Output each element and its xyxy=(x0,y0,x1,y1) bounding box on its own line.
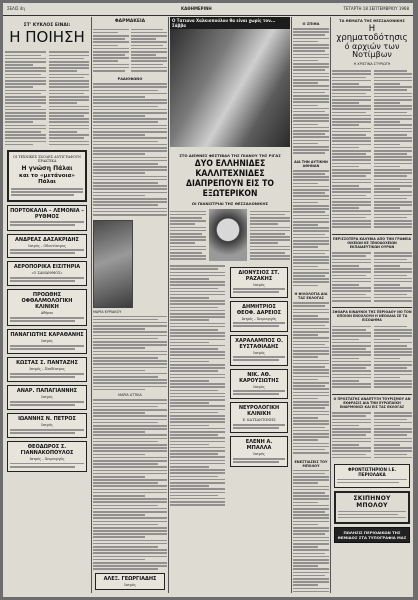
ad-line: ΟΙ ΤΕΧΝΙΚΕΣ ΣΧΟΛΕΣ ΑΝΤΙΓΡΑΦΟΥΝ ΠΡΑΚΤΙΚΑ xyxy=(13,154,81,163)
radio-heading: ΡΑΔΙΟΦΩΝΟ xyxy=(117,77,143,82)
column-2 xyxy=(93,17,167,593)
headline-line-1: ΔΥΟ ΕΛΛΗΝΙΔΕΣ ΚΑΛΛΙΤΕΧΝΙΔΕΣ xyxy=(194,159,266,179)
ad-box-bold xyxy=(334,491,410,524)
article-byline: Η ΧΡΙΣΤΙΝΑ ΣΤΥΡΙΩΤΗ xyxy=(353,61,391,66)
ad-box xyxy=(230,301,288,332)
column-3 xyxy=(170,17,290,593)
ad-detail: Ιατρός – Οδοντίατρος xyxy=(28,243,66,248)
photo-woman-standing xyxy=(93,220,133,308)
photo-headline: Ο Τατιανα Χαλκιοπούλου θα είναι χωρίς τον... Σάββα xyxy=(170,17,290,29)
section-kicker: ΣΤ' ΚΥΚΛΟΣ ΕΙΝΑΙ: xyxy=(23,23,71,28)
ad-name: ΣΚΙΠΗΝΟΥ ΜΠΟΛΟΥ xyxy=(353,494,391,509)
newspaper-page xyxy=(3,3,413,597)
ad-box xyxy=(7,357,87,382)
column-caption: ΜΑΡΙΑ ΑΤΤΙΚΑ xyxy=(118,393,142,398)
ad-headline: Η γνώση Πάλαι xyxy=(21,164,73,172)
ad-name: ΦΡΟΝΤΙΣΤΗΡΙΟΝ Ι.Ε. ΠΕΡΙΟΛΑΚΑ xyxy=(347,466,397,477)
ad-box-dark xyxy=(334,527,410,543)
ad-box-fruits xyxy=(7,205,87,231)
article-head: Ο ΠΡΟΣΤΑΤΗΣ ΑΝΑΠΤΥΞΗ ΤΟΥΡΙΣΜΟΥ ΑΝ ΕΚΦΡΑΣΙΣ ΔΙΑ ΤΗΝ ΕΥΡΩΠΑΪΚΗ ΕΝΑΡΜΟΝΙΣΙ ΚΑΙ ΕΙΣ ΤΑΣ ΕΚΛΟΓΑΣ xyxy=(332,394,412,409)
ad-headline: ΠΟΡΤΟΚΑΛΙΑ – ΛΕΜΟΝΙΑ – ΡΥΘΜΟΣ xyxy=(10,207,84,220)
body-col xyxy=(374,69,413,230)
ad-name: ΑΕΡΟΠΟΡΙΚΑ ΕΙΣΙΤΗΡΙΑ xyxy=(13,264,81,271)
listings-block xyxy=(93,27,167,73)
ad-box xyxy=(7,385,87,410)
page-number: ΣΕΛΙΣ 4η xyxy=(7,6,25,11)
column-text xyxy=(93,316,167,391)
column-rule xyxy=(91,17,92,593)
ad-name: ΔΙΟΝΥΣΙΟΣ ΣΤ. ΡΑΖΑΚΗΣ xyxy=(238,269,280,282)
ad-name: ΚΩΣΤΑΣ Σ. ΠΑΝΤΑΖΗΣ xyxy=(16,360,78,367)
ad-box xyxy=(230,402,288,433)
ad-name: ΝΙΚ. ΑΘ. ΚΑΡΟΥΣΙΩΤΗΣ xyxy=(239,371,279,384)
page-header xyxy=(3,3,413,16)
article-head: ΠΕΡΙΣΣΟΤΕΡΑ ΚΑΛΥΒΙΑ ΑΠΟ ΤΗΝ ΓΡΑΦΕΙΑ ΟΙΚΕΙΩΝ ΚΕ ΞΕΝΟΔΟΧΕΙΩΝ ΕΚΠΑΙΔΕΥΤΙΚΩΝ ΟΥΡΩΝ xyxy=(332,234,412,249)
ad-box xyxy=(7,329,87,354)
column-subhead: ΔΙΑ ΤΗΝ ΔΥΤΙΚΗΝ ΑΘΗΝΑΝ xyxy=(294,159,328,168)
ad-box xyxy=(230,335,288,366)
article-body xyxy=(5,50,89,147)
column-text xyxy=(293,28,329,154)
ad-text: ΠΩΛΗΣΙΣ ΠΕΡΙΟΔΙΚΩΝ ΤΗΣ ΘΕΜΙΔΟΣ ΣΤΑ ΤΥΠΟΓΡΑΦΙΑ ΜΑΣ xyxy=(337,530,407,541)
column-text xyxy=(293,302,329,453)
headline-line-2: ΔΙΑΠΡΕΠΟΥΝ ΕΙΣ ΤΟ ΕΞΩΤΕΡΙΚΟΝ xyxy=(185,179,275,199)
photo-mother-child xyxy=(170,29,290,147)
ad-name: ΑΝΑΡ. ΠΑΠΑΓΙΑΝΝΗΣ xyxy=(16,388,78,395)
article-body xyxy=(332,69,412,230)
column-text xyxy=(293,470,329,593)
column-rule xyxy=(168,17,169,593)
body-col xyxy=(170,264,225,508)
photo-caption: ΜΑΡΙΑ ΚΥΡΙΑΚΟΥ xyxy=(93,309,122,314)
article-head: ΣΦΟΔΡΑ ΚΙΝΔΥΝΟΙ ΤΗΣ ΠΕΡΙΟΔΟΥ ΝΟ ΤΟΝ ΟΠΟΙΟΝ ΕΝΟΧΛΟΥΝ Η ΝΕΟΛΑΙΑ ΣΕ ΤΑ ΕΙΣΟΔΗΜΑ xyxy=(332,307,412,322)
ad-detail: Ιατρός – Παιδίατρος xyxy=(29,367,65,372)
ad-name: ΘΕΟΔΩΡΟΣ Σ. ΓΙΑΝΝΑΚΟΠΟΥΛΟΣ xyxy=(20,444,74,457)
radio-listing xyxy=(93,83,167,215)
ad-name: ΑΝΔΡΕΑΣ ΔΑΣΑΚΡΙΔΗΣ xyxy=(15,236,79,243)
ad-box-schools xyxy=(7,150,87,202)
section-heading: ΦΑΡΜΑΚΕΙΑ xyxy=(114,19,146,24)
article-body xyxy=(332,324,412,389)
photo-pianist xyxy=(209,209,247,261)
ad-box-doctor xyxy=(95,573,165,590)
article-body xyxy=(332,411,412,460)
ad-name: ΠΑΝΑΓΙΩΤΗΣ ΚΑΡΑΘΑΝΗΣ xyxy=(10,332,84,339)
ad-detail: Ιατρός xyxy=(253,452,265,457)
ad-name: ΙΩΑΝΝΗΣ Ν. ΠΕΤΡΟΣ xyxy=(18,416,76,423)
paper-name: ΚΑΘΗΜΕΡΙΝΗ xyxy=(181,6,212,11)
ad-detail: Ιατρός xyxy=(124,582,136,587)
ad-name: ΝΕΥΡΟΛΟΓΙΚΗ ΚΛΙΝΙΚΗ xyxy=(238,405,280,418)
ad-box xyxy=(230,267,288,298)
article-kicker: ΤΑ ΘΕΜΑΤΑ ΤΗΣ ΘΕΣΣΑΛΟΝΙΚΗΣ xyxy=(339,19,405,23)
ad-detail: Ε. ΚΑΤΣΑΝΤΩΝΗΣ xyxy=(242,418,276,423)
ad-boxes xyxy=(5,234,89,473)
column-kicker: Ο ΣΠΙΘΑ xyxy=(302,22,320,26)
article-body-lower xyxy=(170,264,290,508)
article-kicker: ΣΤΟ ΔΙΕΘΝΕΣ ΦΕΣΤΙΒΑΛ ΤΗΣ ΠΙΑΝΟΥ ΤΗΣ ΡΙΓΑΣ xyxy=(179,153,281,158)
listing-left xyxy=(93,27,129,73)
article-body xyxy=(332,251,412,304)
ad-box xyxy=(7,261,87,286)
article-title-line-2: ό αρχιών των Νοτίμβων xyxy=(344,41,400,60)
ad-detail: Ιατρός – Χειρουργός xyxy=(241,316,277,321)
body-col xyxy=(170,209,206,262)
ad-headline: και το «μετάνοια» Πάλαι xyxy=(19,172,75,185)
issue-date: ΤΕΤΑΡΤΗ 18 ΣΕΠΤΕΜΒΡΙΟΥ 1968 xyxy=(343,6,409,11)
ad-boxes xyxy=(228,264,290,508)
ad-name: ΠΡΟΩΘΗΣ ΟΦΘΑΛΜΟΛΟΓΙΚΗ ΚΛΙΝΙΚΗ xyxy=(21,292,73,311)
column-text xyxy=(293,170,329,286)
ad-detail: Ιατρός xyxy=(41,395,53,400)
ad-detail: Ιατρός xyxy=(253,282,265,287)
body-col xyxy=(250,209,290,262)
ad-box xyxy=(7,289,87,326)
ad-detail: Ιατρός xyxy=(41,339,53,344)
ad-name: ΔΗΜΗΤΡΙΟΣ ΘΕΟΦ. ΔΑΡΕΙΟΣ xyxy=(236,303,282,316)
ad-detail: Ιατρός xyxy=(41,423,53,428)
article-body xyxy=(170,209,290,262)
column-rule xyxy=(291,17,292,593)
column-subhead: Η ΦΙΛΟΛΟΓΙΑ ΔΙΑ ΤΑΣ ΕΚΛΟΓΑΣ xyxy=(294,292,328,301)
ad-detail: Ιατρός xyxy=(253,350,265,355)
ad-box xyxy=(7,234,87,259)
ad-detail: Ιατρός – Χειρουργός xyxy=(29,457,65,462)
ad-box xyxy=(230,436,288,467)
body-col xyxy=(332,69,371,230)
ad-box xyxy=(7,441,87,472)
ad-name: ΧΑΡΑΛΑΜΠΟΣ Ο. ΕΥΣΤΑΘΙΑΔΗΣ xyxy=(235,337,283,350)
column-5 xyxy=(332,17,412,593)
ad-box xyxy=(7,413,87,438)
ad-box xyxy=(230,369,288,400)
column-1 xyxy=(5,17,89,593)
column-rule xyxy=(330,17,331,593)
ad-detail: Αθήναι xyxy=(40,311,54,316)
column-text xyxy=(93,399,167,570)
article-subhead: ΟΙ ΠΙΑΝΙΣΤΡΙΑΙ ΤΗΣ ΘΕΣΣΑΛΟΝΙΚΗΣ xyxy=(191,201,269,206)
column-subhead: ΕΝΕΣΤΙΑΣΕΙΣ ΤΟΥ ΜΠΟΛΟΥ xyxy=(294,459,328,468)
listing-right xyxy=(131,27,167,73)
ad-name: ΑΛΕΞ. ΓΕΩΡΓΙΑΔΗΣ xyxy=(103,575,157,582)
column-4 xyxy=(293,17,329,593)
ad-detail: «Ο ΣΑΜΑΝΘΙΟΣ» xyxy=(31,271,63,276)
ad-box-tutoring xyxy=(334,464,410,488)
ad-detail: Ιατρός xyxy=(253,384,265,389)
article-title: Η ΠΟΙΗΣΗ xyxy=(9,28,85,46)
ad-name: ΕΛΕΝΗ Α. ΜΠΑΛΛΑ xyxy=(245,439,273,452)
article-title-line-1: Η χρηματοδότησις xyxy=(336,24,408,43)
